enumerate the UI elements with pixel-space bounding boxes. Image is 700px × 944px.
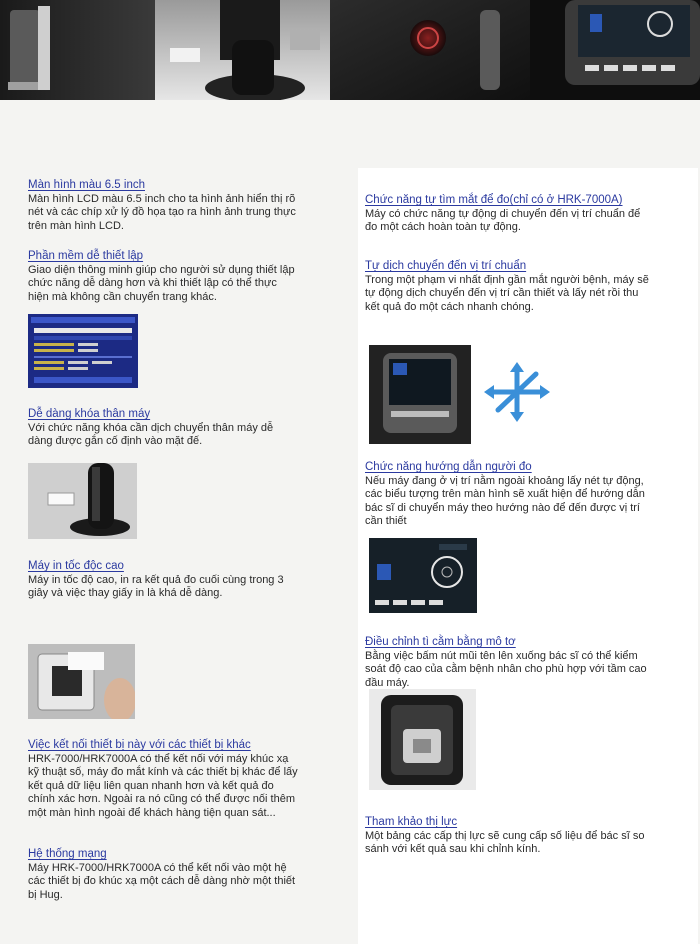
section-auto-eye-tracking xyxy=(365,194,655,235)
settings-screen-image xyxy=(28,314,138,388)
section-chinrest xyxy=(365,636,655,690)
section-title: Dễ dàng khóa thân máy xyxy=(28,408,151,420)
device-photo-strip xyxy=(0,0,700,100)
section-printer xyxy=(28,560,300,601)
section-body: Máy có chức năng tự động di chuyển đến vị trí chuẩn để đo một cách hoàn toàn tự động. xyxy=(365,208,641,234)
section-body: Màn hình LCD màu 6.5 inch cho ta hình ảnh hiển thị rõ nét và các chíp xử lý đồ họa tạo ra hình ảnh trung thực trên màn hình LCD. xyxy=(28,193,296,232)
section-title: Hệ thống mạng xyxy=(28,848,107,860)
direction-arrows-icon xyxy=(484,362,550,422)
section-network xyxy=(28,848,300,902)
section-body: Trong một phạm vi nhất định gần mắt người bệnh, máy sẽ tự động dịch chuyển đến vị trí cần thiết và lấy nét rồi thu kết quả đo một cách nhanh chóng. xyxy=(365,274,649,313)
section-title: Chức năng hướng dẫn người đo xyxy=(365,461,532,473)
section-body: Máy HRK-7000/HRK7000A có thể kết nối vào một hệ các thiết bị đo khúc xạ một cách dễ dàng nhờ một thiết bị Hug. xyxy=(28,862,296,901)
printer-image xyxy=(28,644,135,719)
section-title: Phần mềm dễ thiết lập xyxy=(28,250,144,262)
section-visual-acuity xyxy=(365,816,655,857)
section-easy-setup xyxy=(28,250,300,304)
section-device-connection xyxy=(28,739,300,820)
section-body: HRK-7000/HRK7000A có thể kết nối với máy khúc xạ kỹ thuật số, máy đo mắt kính và các thiết bị khác để lấy kết quả dữ liệu liên quan nhanh hơn và kết quả đo chính xác hơn. Ngoài ra nó cũng có thể được nối thêm một màn hình ngoài để khách hàng tiện quan sát... xyxy=(28,753,298,819)
guidance-screen-image xyxy=(369,538,477,613)
section-lcd-screen xyxy=(28,179,300,233)
section-body: Giao diện thông minh giúp cho người sử dụng thiết lập chức năng dễ dàng hơn và khi thiết lập có thể thực hiện mà không cần chuyển trang khác. xyxy=(28,264,295,303)
section-title: Tham khảo thị lực xyxy=(365,816,458,828)
section-body: Với chức năng khóa cần dịch chuyển thân máy dễ dàng được gắn cố định vào mặt đế. xyxy=(28,422,274,448)
section-body-lock xyxy=(28,408,300,449)
section-guidance xyxy=(365,461,655,529)
section-body: Nếu máy đang ở vị trí nằm ngoài khoảng lấy nét tự động, các biểu tượng trên màn hình sẽ xuất hiện để hướng dẫn bác sĩ di chuyển máy theo hướng nào để đến được vị trí cần thiết xyxy=(365,475,645,528)
monitor-device-image xyxy=(369,345,471,444)
section-auto-positioning xyxy=(365,260,655,314)
joystick-lock-image xyxy=(28,463,137,539)
section-body: Máy in tốc độ cao, in ra kết quả đo cuối cùng trong 3 giây và việc thay giấy in là khá dễ dàng. xyxy=(28,574,284,600)
section-title: Chức năng tự tìm mắt để đo(chỉ có ở HRK-7000A) xyxy=(365,194,623,206)
section-title: Điều chỉnh tì cằm bằng mô tơ xyxy=(365,636,516,648)
header-photo-banner xyxy=(0,0,700,100)
section-title: Tự dịch chuyển đến vị trí chuẩn xyxy=(365,260,527,272)
section-body: Bằng việc bấm nút mũi tên lên xuống bác sĩ có thể kiểm soát độ cao của cằm bệnh nhân cho phù hợp với tầm cao đầu máy. xyxy=(365,650,647,689)
section-title: Màn hình màu 6.5 inch xyxy=(28,179,145,191)
section-title: Máy in tốc độc cao xyxy=(28,560,124,572)
section-title: Việc kết nối thiết bị này với các thiết bị khác xyxy=(28,739,251,751)
section-body: Một bảng các cấp thị lực sẽ cung cấp số liệu để bác sĩ so sánh với kết quả sau khi chỉnh kính. xyxy=(365,830,645,856)
chinrest-device-image xyxy=(369,689,476,790)
